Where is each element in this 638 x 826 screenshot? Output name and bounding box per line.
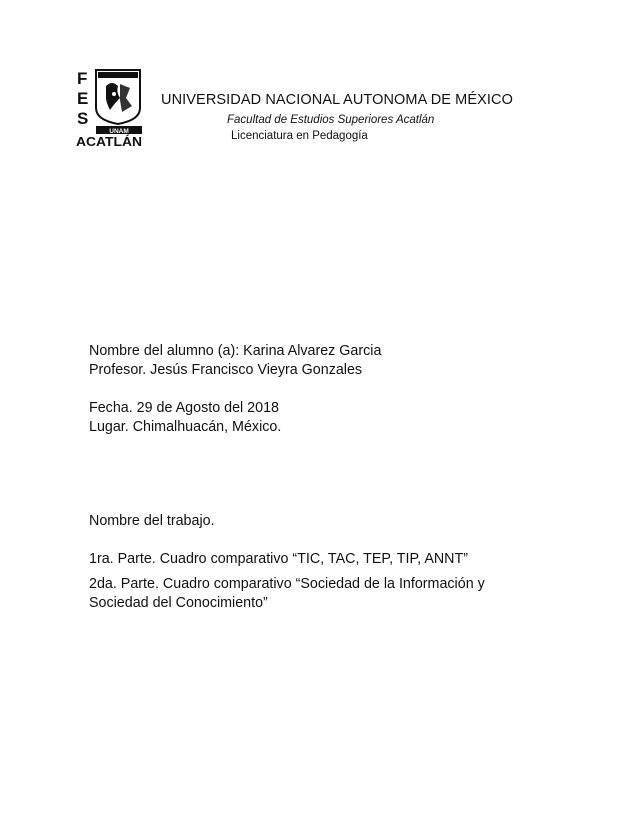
professor-name: Profesor. Jesús Francisco Vieyra Gonzales bbox=[89, 362, 363, 378]
svg-text:F: F bbox=[77, 69, 88, 88]
fes-acatlan-logo bbox=[76, 68, 144, 148]
svg-text:S: S bbox=[77, 109, 89, 128]
place-line: Lugar. Chimalhuacán, México. bbox=[89, 419, 282, 435]
unam-shield bbox=[96, 70, 140, 124]
faculty-name: Facultad de Estudios Superiores Acatlán bbox=[227, 114, 435, 126]
university-name: UNIVERSIDAD NACIONAL AUTONOMA DE MÉXICO bbox=[161, 92, 513, 108]
date-line: Fecha. 29 de Agosto del 2018 bbox=[89, 400, 279, 416]
fes-letters bbox=[77, 69, 88, 128]
logo-band-text: UNAM bbox=[109, 128, 129, 135]
program-name: Licenciatura en Pedagogía bbox=[231, 130, 368, 142]
work-part-2-line-1: 2da. Parte. Cuadro comparativo “Sociedad de la Información y bbox=[89, 576, 485, 592]
student-name: Nombre del alumno (a): Karina Alvarez Garcia bbox=[89, 343, 382, 359]
work-part-1: 1ra. Parte. Cuadro comparativo “TIC, TAC, TEP, TIP, ANNT” bbox=[89, 551, 469, 567]
logo-word-text: ACATLÁN bbox=[76, 135, 136, 148]
work-part-2-line-2: Sociedad del Conocimiento” bbox=[89, 595, 268, 611]
svg-text:E: E bbox=[77, 89, 89, 108]
work-heading: Nombre del trabajo. bbox=[89, 513, 215, 529]
